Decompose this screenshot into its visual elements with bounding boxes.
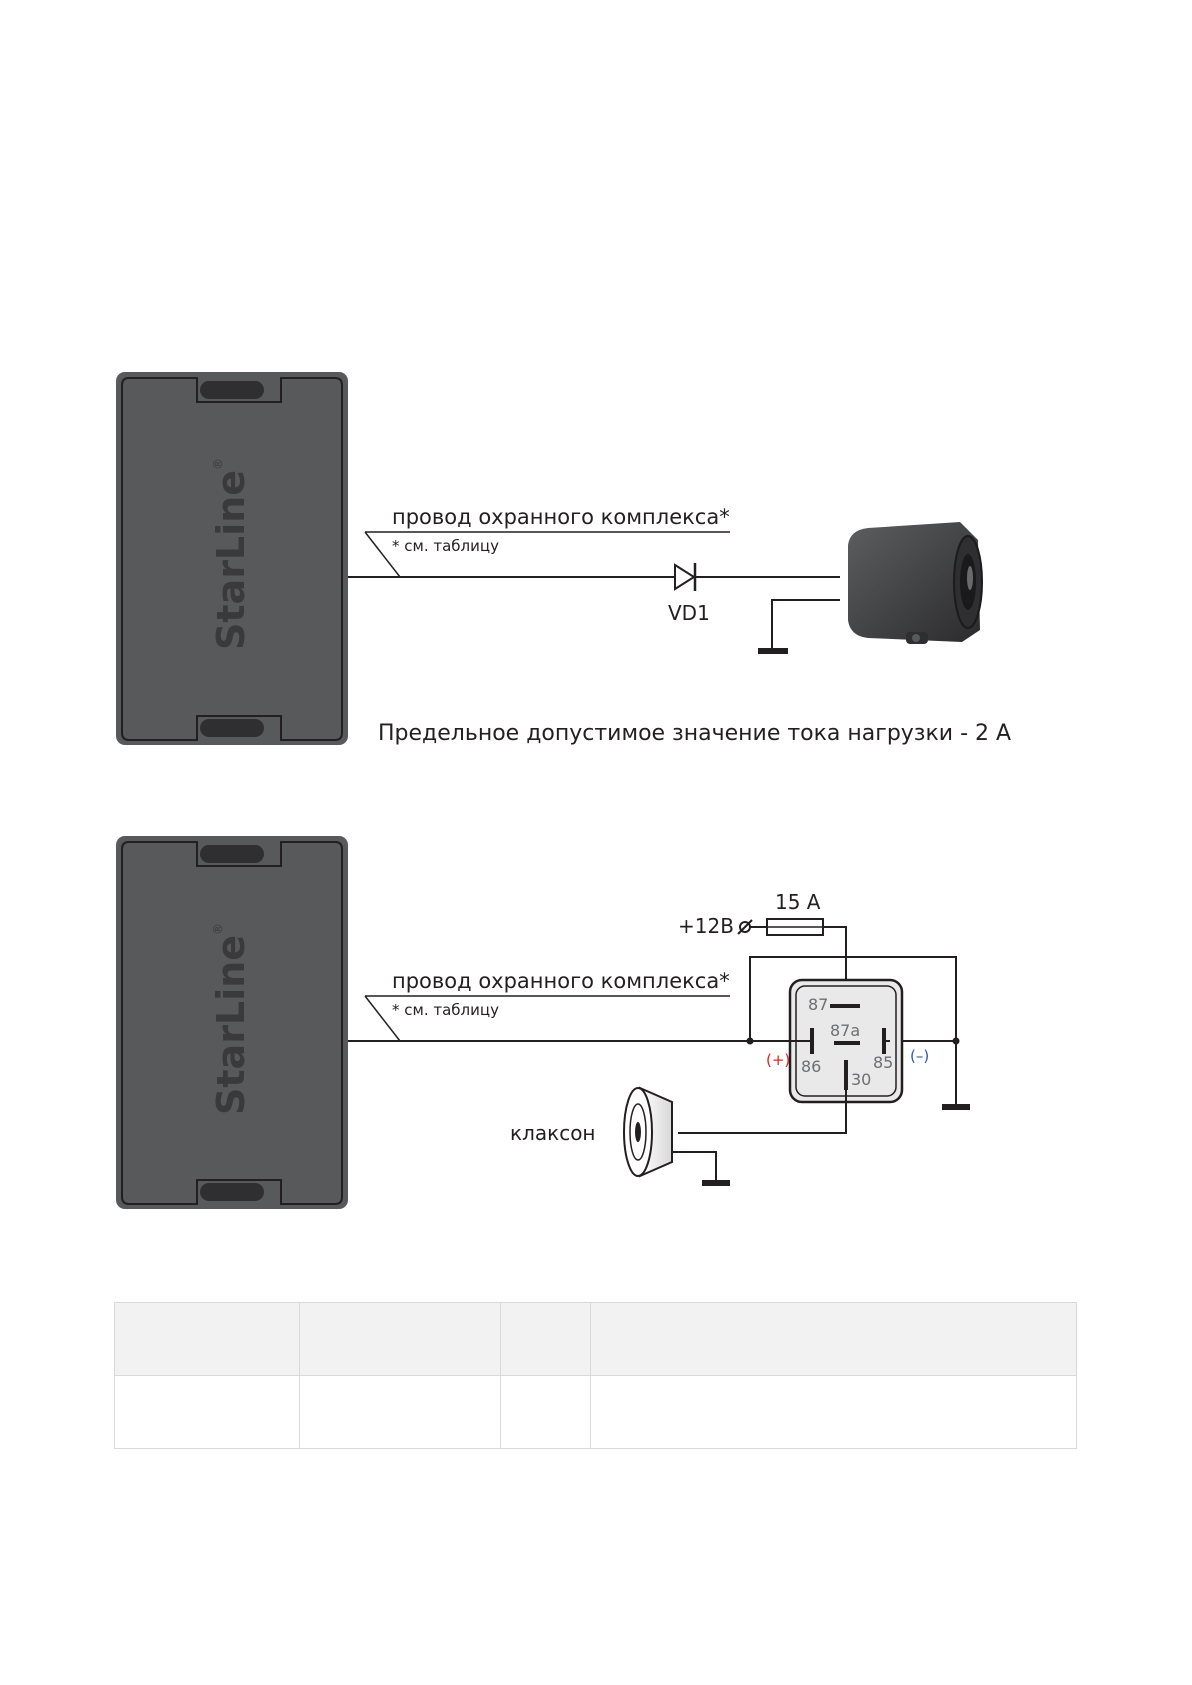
ground-symbol: [758, 648, 788, 654]
table-cell: [591, 1376, 1077, 1449]
plus-mark: (+): [766, 1051, 791, 1069]
wire-label: провод охранного комплекса*: [392, 505, 730, 529]
wire-note: * см. таблицу: [392, 1001, 499, 1019]
registered-mark: ®: [211, 458, 225, 470]
diode-vd1: [675, 563, 695, 591]
relay-pin-85: 85: [873, 1053, 894, 1072]
wire-table: [114, 1302, 1077, 1449]
wire-note: * см. таблицу: [392, 537, 499, 555]
module-brand-logo: StarLine: [209, 470, 253, 650]
table-cell: [501, 1376, 591, 1449]
table-header-cell: [591, 1303, 1077, 1376]
supply-label: +12В: [678, 914, 734, 938]
relay-pin-87a: 87a: [830, 1021, 861, 1040]
starline-module: [116, 836, 348, 1209]
table-cell: [115, 1376, 300, 1449]
minus-mark: (–): [910, 1047, 930, 1065]
table-header-cell: [300, 1303, 501, 1376]
horn-label: клаксон: [510, 1121, 596, 1145]
table-header-cell: [501, 1303, 591, 1376]
fuse-label: 15 А: [775, 890, 821, 914]
ground-symbol: [942, 1104, 970, 1110]
horn-icon: [624, 1088, 672, 1176]
table-header-row: [115, 1303, 1077, 1376]
load-current-note: Предельное допустимое значение тока нагрузки - 2 А: [378, 721, 1012, 746]
table-cell: [300, 1376, 501, 1449]
starline-module: [116, 372, 348, 745]
table-row: [115, 1376, 1077, 1449]
relay-pin-87: 87: [808, 995, 829, 1014]
diagram-siren: [116, 372, 1011, 746]
registered-mark: ®: [211, 923, 225, 935]
relay-pin-86: 86: [801, 1057, 822, 1076]
relay-pin-30: 30: [851, 1070, 872, 1089]
module-brand-logo: StarLine: [209, 935, 253, 1115]
diagram-horn-relay: [116, 836, 970, 1209]
table-header-cell: [115, 1303, 300, 1376]
siren-icon: [848, 522, 982, 644]
wire-label: провод охранного комплекса*: [392, 969, 730, 993]
ground-symbol: [702, 1180, 730, 1186]
diode-label: VD1: [668, 601, 710, 625]
